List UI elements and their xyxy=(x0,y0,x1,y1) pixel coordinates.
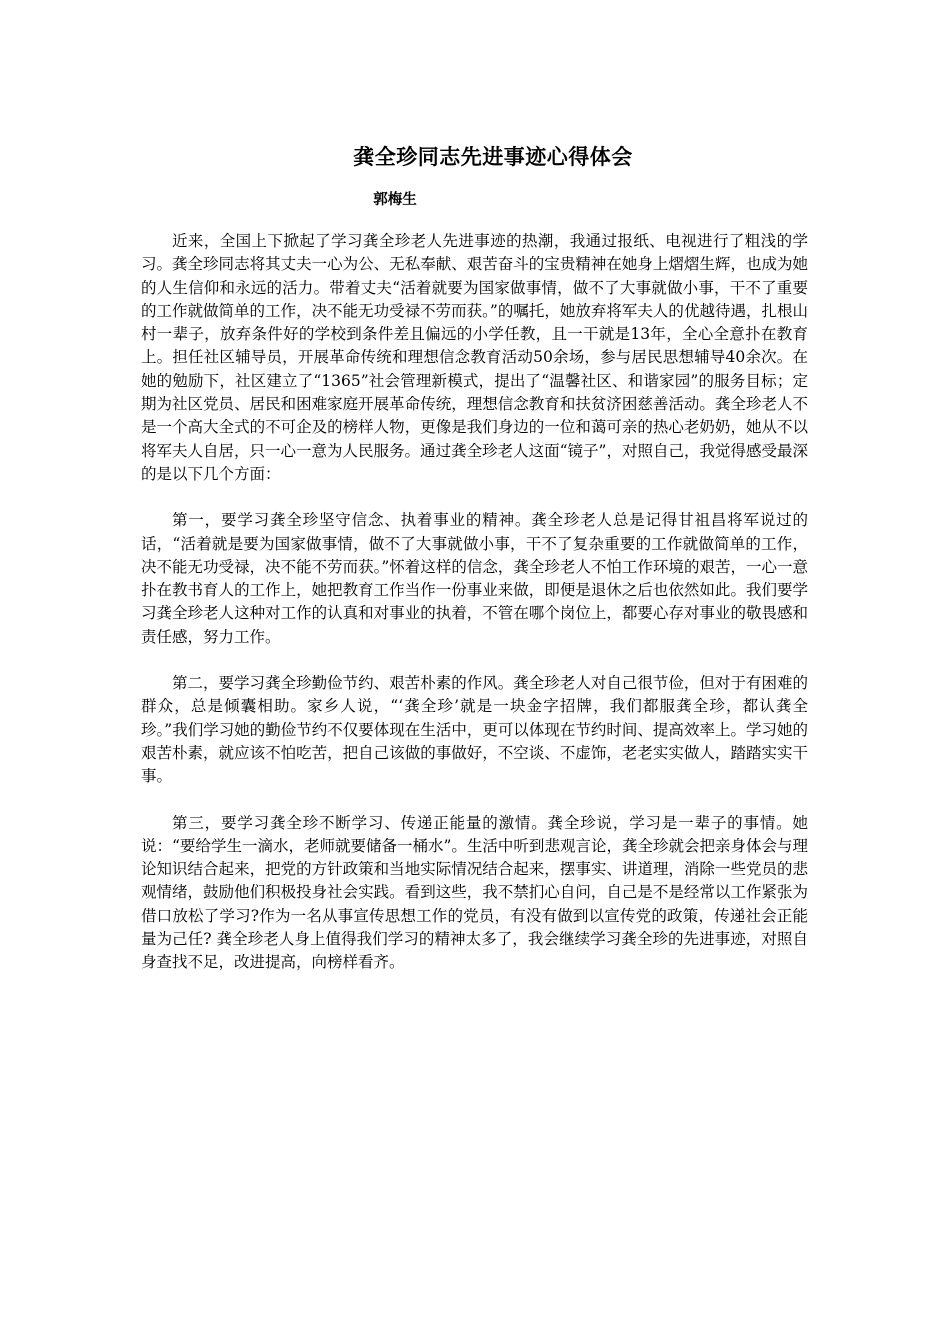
paragraph-third-point: 第三，要学习龚全珍不断学习、传递正能量的激情。龚全珍说，学习是一辈子的事情。她说：“要给学生一滴水，老师就要储备一桶水”。生活中听到悲观言论，龚全珍就会把亲身体会与理论知识结合起来，把党的方针政策和当地实际情况结合起来，摆事实、讲道理，消除一些党员的悲观情绪，鼓励他们积极投身社会实践。看到这些，我不禁扪心自问，自己是不是经常以工作紧张为借口放松了学习?作为一名从事宣传思想工作的党员，有没有做到以宣传党的政策，传递社会正能量为己任? 龚全珍老人身上值得我们学习的精神太多了，我会继续学习龚全珍的先进事迹，对照自身查找不足，改进提高，向榜样看齐。 xyxy=(141,813,808,972)
document-title: 龚全珍同志先进事迹心得体会 xyxy=(353,144,633,169)
document-body xyxy=(141,230,808,998)
document-author: 郭梅生 xyxy=(373,191,417,208)
paragraph-second-point: 第二，要学习龚全珍勤俭节约、艰苦朴素的作风。龚全珍老人对自己很节俭，但对于有困难的群众，总是倾囊相助。家乡人说，“‘龚全珍’就是一块金字招牌，我们都服龚全珍，都认龚全珍。”我们学习她的勤俭节约不仅要体现在生活中，更可以体现在节约时间、提高效率上。学习她的艰苦朴素，就应该不怕吃苦，把自己该做的事做好，不空谈、不虚饰，老老实实做人，踏踏实实干事。 xyxy=(141,674,808,786)
paragraph-first-point: 第一，要学习龚全珍坚守信念、执着事业的精神。龚全珍老人总是记得甘祖昌将军说过的话，“活着就是要为国家做事情，做不了大事就做小事，干不了复杂重要的工作就做简单的工作，决不能无功受禄，决不能不劳而获。”怀着这样的信念，龚全珍老人不怕工作环境的艰苦，一心一意扑在教书育人的工作上，她把教育工作当作一份事业来做，即便是退休之后也依然如此。我们要学习龚全珍老人这种对工作的认真和对事业的执着，不管在哪个岗位上，都要心存对事业的敬畏感和责任感，努力工作。 xyxy=(141,511,808,646)
paragraph-intro: 近来，全国上下掀起了学习龚全珍老人先进事迹的热潮，我通过报纸、电视进行了粗浅的学习。龚全珍同志将其丈夫一心为公、无私奉献、艰苦奋斗的宝贵精神在她身上熠熠生辉，也成为她的人生信仰和永远的活力。带着丈夫“活着就要为国家做事情，做不了大事就做小事，干不了重要的工作就做简单的工作，决不能无功受禄不劳而获。”的嘱托，她放弃将军夫人的优越待遇，扎根山村一辈子，放弃条件好的学校到条件差且偏远的小学任教，且一干就是13年，全心全意扑在教育上。担任社区辅导员，开展革命传统和理想信念教育活动50余场，参与居民思想辅导40余次。在她的勉励下，社区建立了“1365”社会管理新模式，提出了“温馨社区、和谐家园”的服务目标；定期为社区党员、居民和困难家庭开展革命传统，理想信念教育和扶贫济困慈善活动。龚全珍老人不是一个高大全式的不可企及的榜样人物，更像是我们身边的一位和蔼可亲的热心老奶奶，她从不以将军夫人自居，只一心一意为人民服务。通过龚全珍老人这面“镜子”，对照自己，我觉得感受最深的是以下几个方面： xyxy=(141,232,808,483)
